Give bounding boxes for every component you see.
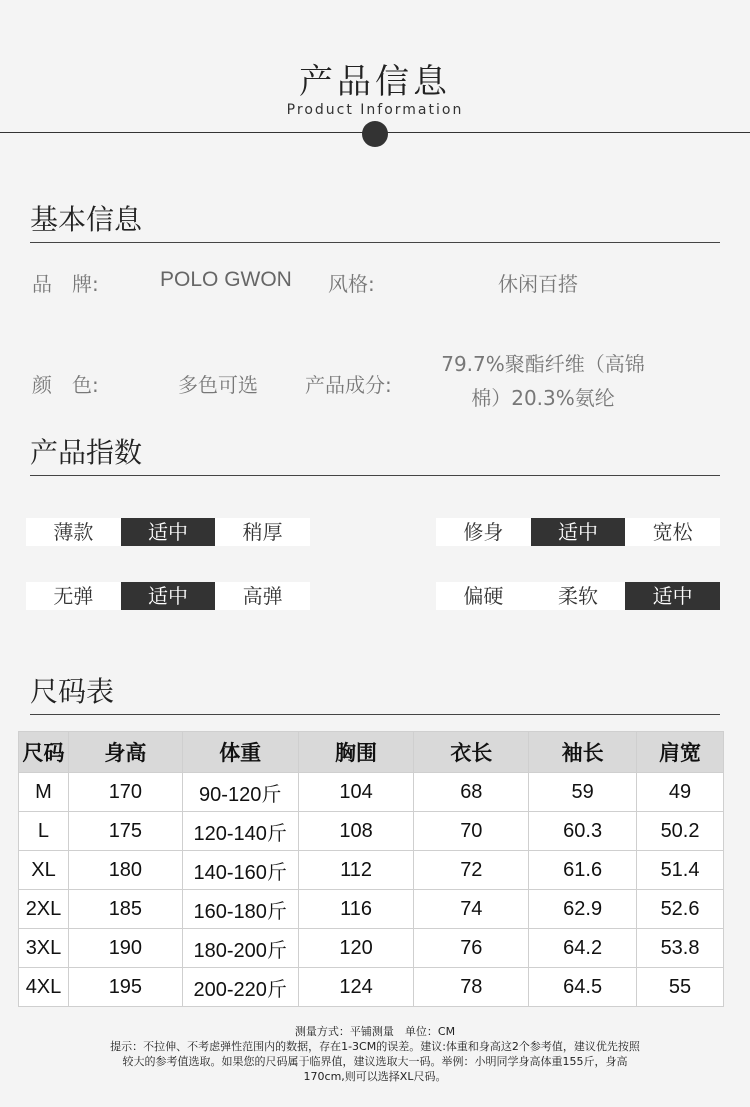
table-row xyxy=(19,968,724,1007)
scale-option-selected: 适中 xyxy=(531,518,626,546)
cell: 64.2 xyxy=(529,929,637,968)
cell: 160-180斤 xyxy=(182,890,298,929)
scale-option: 柔软 xyxy=(558,584,598,608)
header-weight: 体重 xyxy=(182,732,298,773)
size-table xyxy=(18,731,724,1007)
scale-option: 稍厚 xyxy=(242,520,283,544)
scale-option: 偏硬 xyxy=(463,584,504,608)
table-header-row xyxy=(19,732,724,773)
cell: 3XL xyxy=(19,929,69,968)
product-index-title: 产品指数 xyxy=(30,436,143,469)
cell: 104 xyxy=(298,773,414,812)
cell: 120 xyxy=(298,929,414,968)
material-line-2: 棉）20.3%氨纶 xyxy=(471,386,615,410)
cell: 50.2 xyxy=(637,812,724,851)
cell: XL xyxy=(19,851,69,890)
cell: 190 xyxy=(68,929,182,968)
scale-option: 修身 xyxy=(463,520,504,544)
tip-line-2: 较大的参考值选取。如果您的尺码属于临界值，建议选取大一码。举例：小明同学身高体重155斤，身高 xyxy=(122,1055,628,1068)
cell: 170 xyxy=(68,773,182,812)
cell: 112 xyxy=(298,851,414,890)
brand-value: POLO GWON xyxy=(160,268,292,291)
color-value: 多色可选 xyxy=(178,373,258,397)
cell: 116 xyxy=(298,890,414,929)
cell: 74 xyxy=(414,890,529,929)
cell: 59 xyxy=(529,773,637,812)
cell: 68 xyxy=(414,773,529,812)
style-label: 风格: xyxy=(328,272,375,296)
cell: 200-220斤 xyxy=(182,968,298,1007)
cell: 120-140斤 xyxy=(182,812,298,851)
header-chest: 胸围 xyxy=(298,732,414,773)
cell: 70 xyxy=(414,812,529,851)
cell: 4XL xyxy=(19,968,69,1007)
material-value xyxy=(423,347,663,415)
scale-option: 薄款 xyxy=(53,520,94,544)
header-height: 身高 xyxy=(68,732,182,773)
table-row xyxy=(19,773,724,812)
cell: 55 xyxy=(637,968,724,1007)
cell: 76 xyxy=(414,929,529,968)
page-subtitle: Product Information xyxy=(286,102,464,118)
size-chart-title: 尺码表 xyxy=(30,675,115,708)
scale-option-selected: 适中 xyxy=(625,582,720,610)
tip-line-3: 170cm,则可以选择XL尺码。 xyxy=(303,1070,447,1083)
basic-info-title: 基本信息 xyxy=(30,203,143,236)
header-sleeve: 袖长 xyxy=(529,732,637,773)
style-value: 休闲百搭 xyxy=(498,272,578,296)
table-row xyxy=(19,812,724,851)
cell: 52.6 xyxy=(637,890,724,929)
scale-option-selected: 适中 xyxy=(121,518,216,546)
cell: 108 xyxy=(298,812,414,851)
cell: 175 xyxy=(68,812,182,851)
cell: 64.5 xyxy=(529,968,637,1007)
thickness-scale xyxy=(26,518,310,546)
brand-label: 品 牌: xyxy=(32,272,99,296)
cell: 180-200斤 xyxy=(182,929,298,968)
cell: 51.4 xyxy=(637,851,724,890)
header-dot-ornament xyxy=(362,121,388,147)
scale-option: 高弹 xyxy=(242,584,283,608)
basic-info-divider xyxy=(30,242,720,243)
fit-scale xyxy=(436,518,720,546)
cell: 60.3 xyxy=(529,812,637,851)
cell: 90-120斤 xyxy=(182,773,298,812)
cell: 140-160斤 xyxy=(182,851,298,890)
header-length: 衣长 xyxy=(414,732,529,773)
cell: M xyxy=(19,773,69,812)
cell: 72 xyxy=(414,851,529,890)
cell: 124 xyxy=(298,968,414,1007)
header-size: 尺码 xyxy=(19,732,69,773)
scale-option-selected: 适中 xyxy=(121,582,216,610)
cell: 2XL xyxy=(19,890,69,929)
cell: 180 xyxy=(68,851,182,890)
product-index-divider xyxy=(30,475,720,476)
cell: 49 xyxy=(637,773,724,812)
page-title: 产品信息 xyxy=(299,62,451,102)
material-line-1: 79.7%聚酯纤维（高锦 xyxy=(441,352,645,376)
scale-option: 宽松 xyxy=(652,520,693,544)
cell: 61.6 xyxy=(529,851,637,890)
measure-note: 测量方式：平铺测量 单位：CM xyxy=(294,1025,456,1038)
tip-line-1: 提示：不拉伸、不考虑弹性范围内的数据，存在1-3CM的误差。建议:体重和身高这2个参考值，建议优先按照 xyxy=(110,1040,640,1053)
cell: 195 xyxy=(68,968,182,1007)
table-row xyxy=(19,929,724,968)
header-shoulder: 肩宽 xyxy=(637,732,724,773)
elasticity-scale xyxy=(26,582,310,610)
cell: 78 xyxy=(414,968,529,1007)
color-label: 颜 色: xyxy=(32,373,99,397)
cell: 53.8 xyxy=(637,929,724,968)
table-row xyxy=(19,890,724,929)
softness-scale xyxy=(436,582,720,610)
cell: L xyxy=(19,812,69,851)
scale-option: 无弹 xyxy=(53,584,94,608)
size-chart-divider xyxy=(30,714,720,715)
cell: 185 xyxy=(68,890,182,929)
table-row xyxy=(19,851,724,890)
cell: 62.9 xyxy=(529,890,637,929)
material-label: 产品成分: xyxy=(305,373,392,397)
